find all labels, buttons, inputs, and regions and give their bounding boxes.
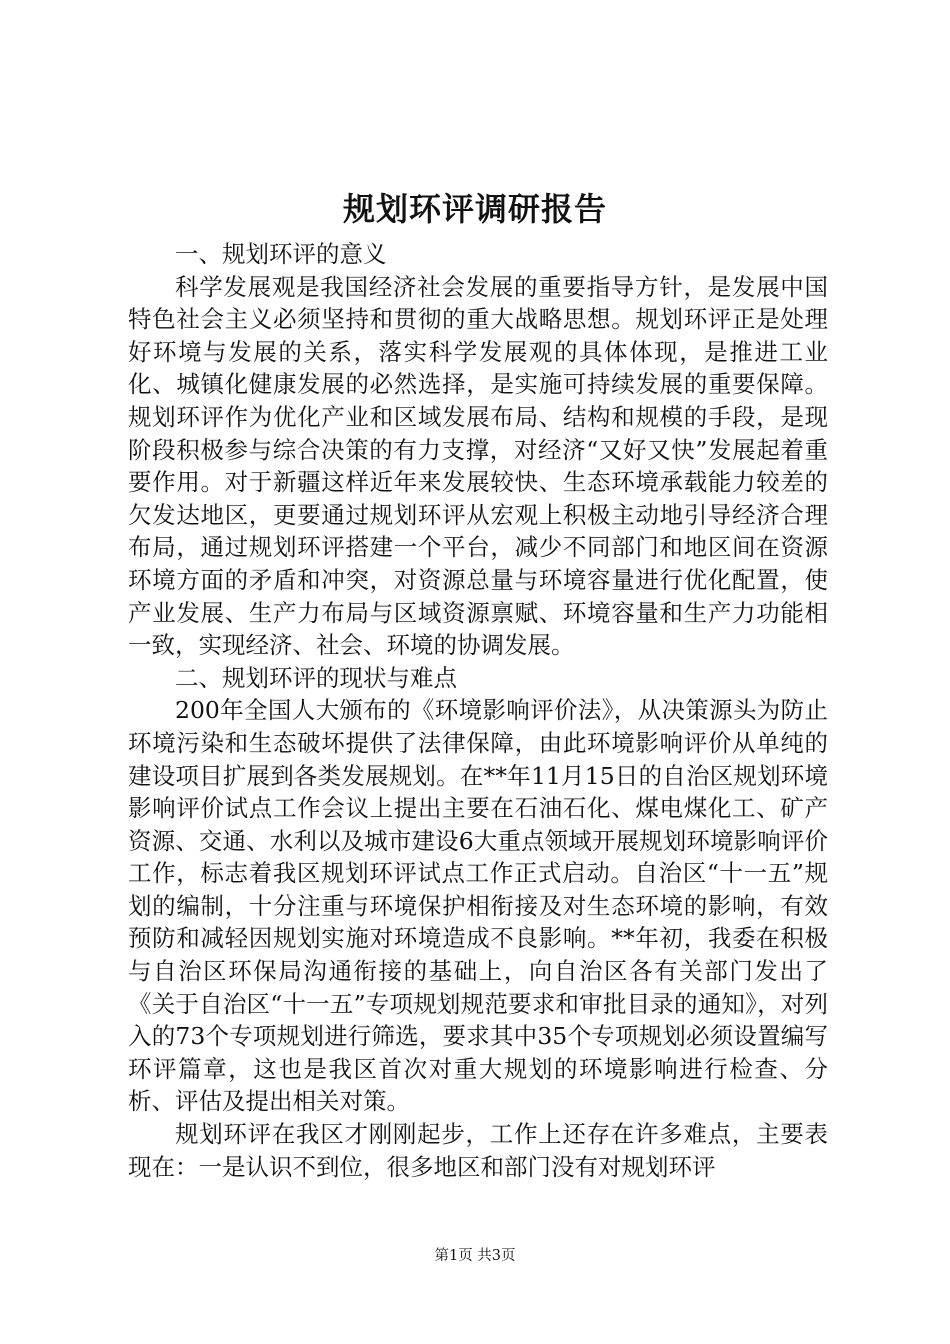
page-number-footer: 第1页 共3页 xyxy=(434,1248,516,1264)
section-heading-2: 二、规划环评的现状与难点 xyxy=(175,663,457,692)
document-body xyxy=(128,238,828,1183)
body-paragraph: 科学发展观是我国经济社会发展的重要指导方针，是发展中国特色社会主义必须坚持和贯彻的重大战略思想。规划环评正是处理好环境与发展的关系，落实科学发展观的具体体现，是推进工业化、城镇化健康发展的必然选择，是实施可持续发展的重要保障。规划环评作为优化产业和区域发展布局、结构和规模的手段，是现阶段积极参与综合决策的有力支撑，对经济“又好又快”发展起着重要作用。对于新疆这样近年来发展较快、生态环境承载能力较差的欠发达地区，更要通过规划环评从宏观上积极主动地引导经济合理布局，通过规划环评搭建一个平台，减少不同部门和地区间在资源环境方面的矛盾和冲突，对资源总量与环境容量进行优化配置，使产业发展、生产力布局与区域资源禀赋、环境容量和生产力功能相一致，实现经济、社会、环境的协调发展。 xyxy=(128,272,828,660)
body-paragraph: 规划环评在我区才刚刚起步，工作上还存在许多难点，主要表现在：一是认识不到位，很多地区和部门没有对规划环评 xyxy=(128,1120,828,1181)
body-paragraph: 200年全国人大颁布的《环境影响评价法》，从决策源头为防止环境污染和生态破坏提供了法律保障，由此环境影响评价从单纯的建设项目扩展到各类发展规划。在**年11月15日的自治区规划环境影响评价试点工作会议上提出主要在石油石化、煤电煤化工、矿产资源、交通、水利以及城市建设6大重点领域开展规划环境影响评价工作，标志着我区规划环评试点工作正式启动。自治区“十一五”规划的编制，十分注重与环境保护相衔接及对生态环境的影响，有效预防和减轻因规划实施对环境造成不良影响。**年初，我委在积极与自治区环保局沟通衔接的基础上，向自治区各有关部门发出了《关于自治区“十一五”专项规划规范要求和审批目录的通知》，对列入的73个专项规划进行筛选，要求其中35个专项规划必须设置编写环评篇章，这也是我区首次对重大规划的环境影响进行检查、分析、评估及提出相关对策。 xyxy=(128,696,828,1116)
section-heading-1: 一、规划环评的意义 xyxy=(175,240,387,268)
document-title: 规划环评调研报告 xyxy=(342,190,607,228)
